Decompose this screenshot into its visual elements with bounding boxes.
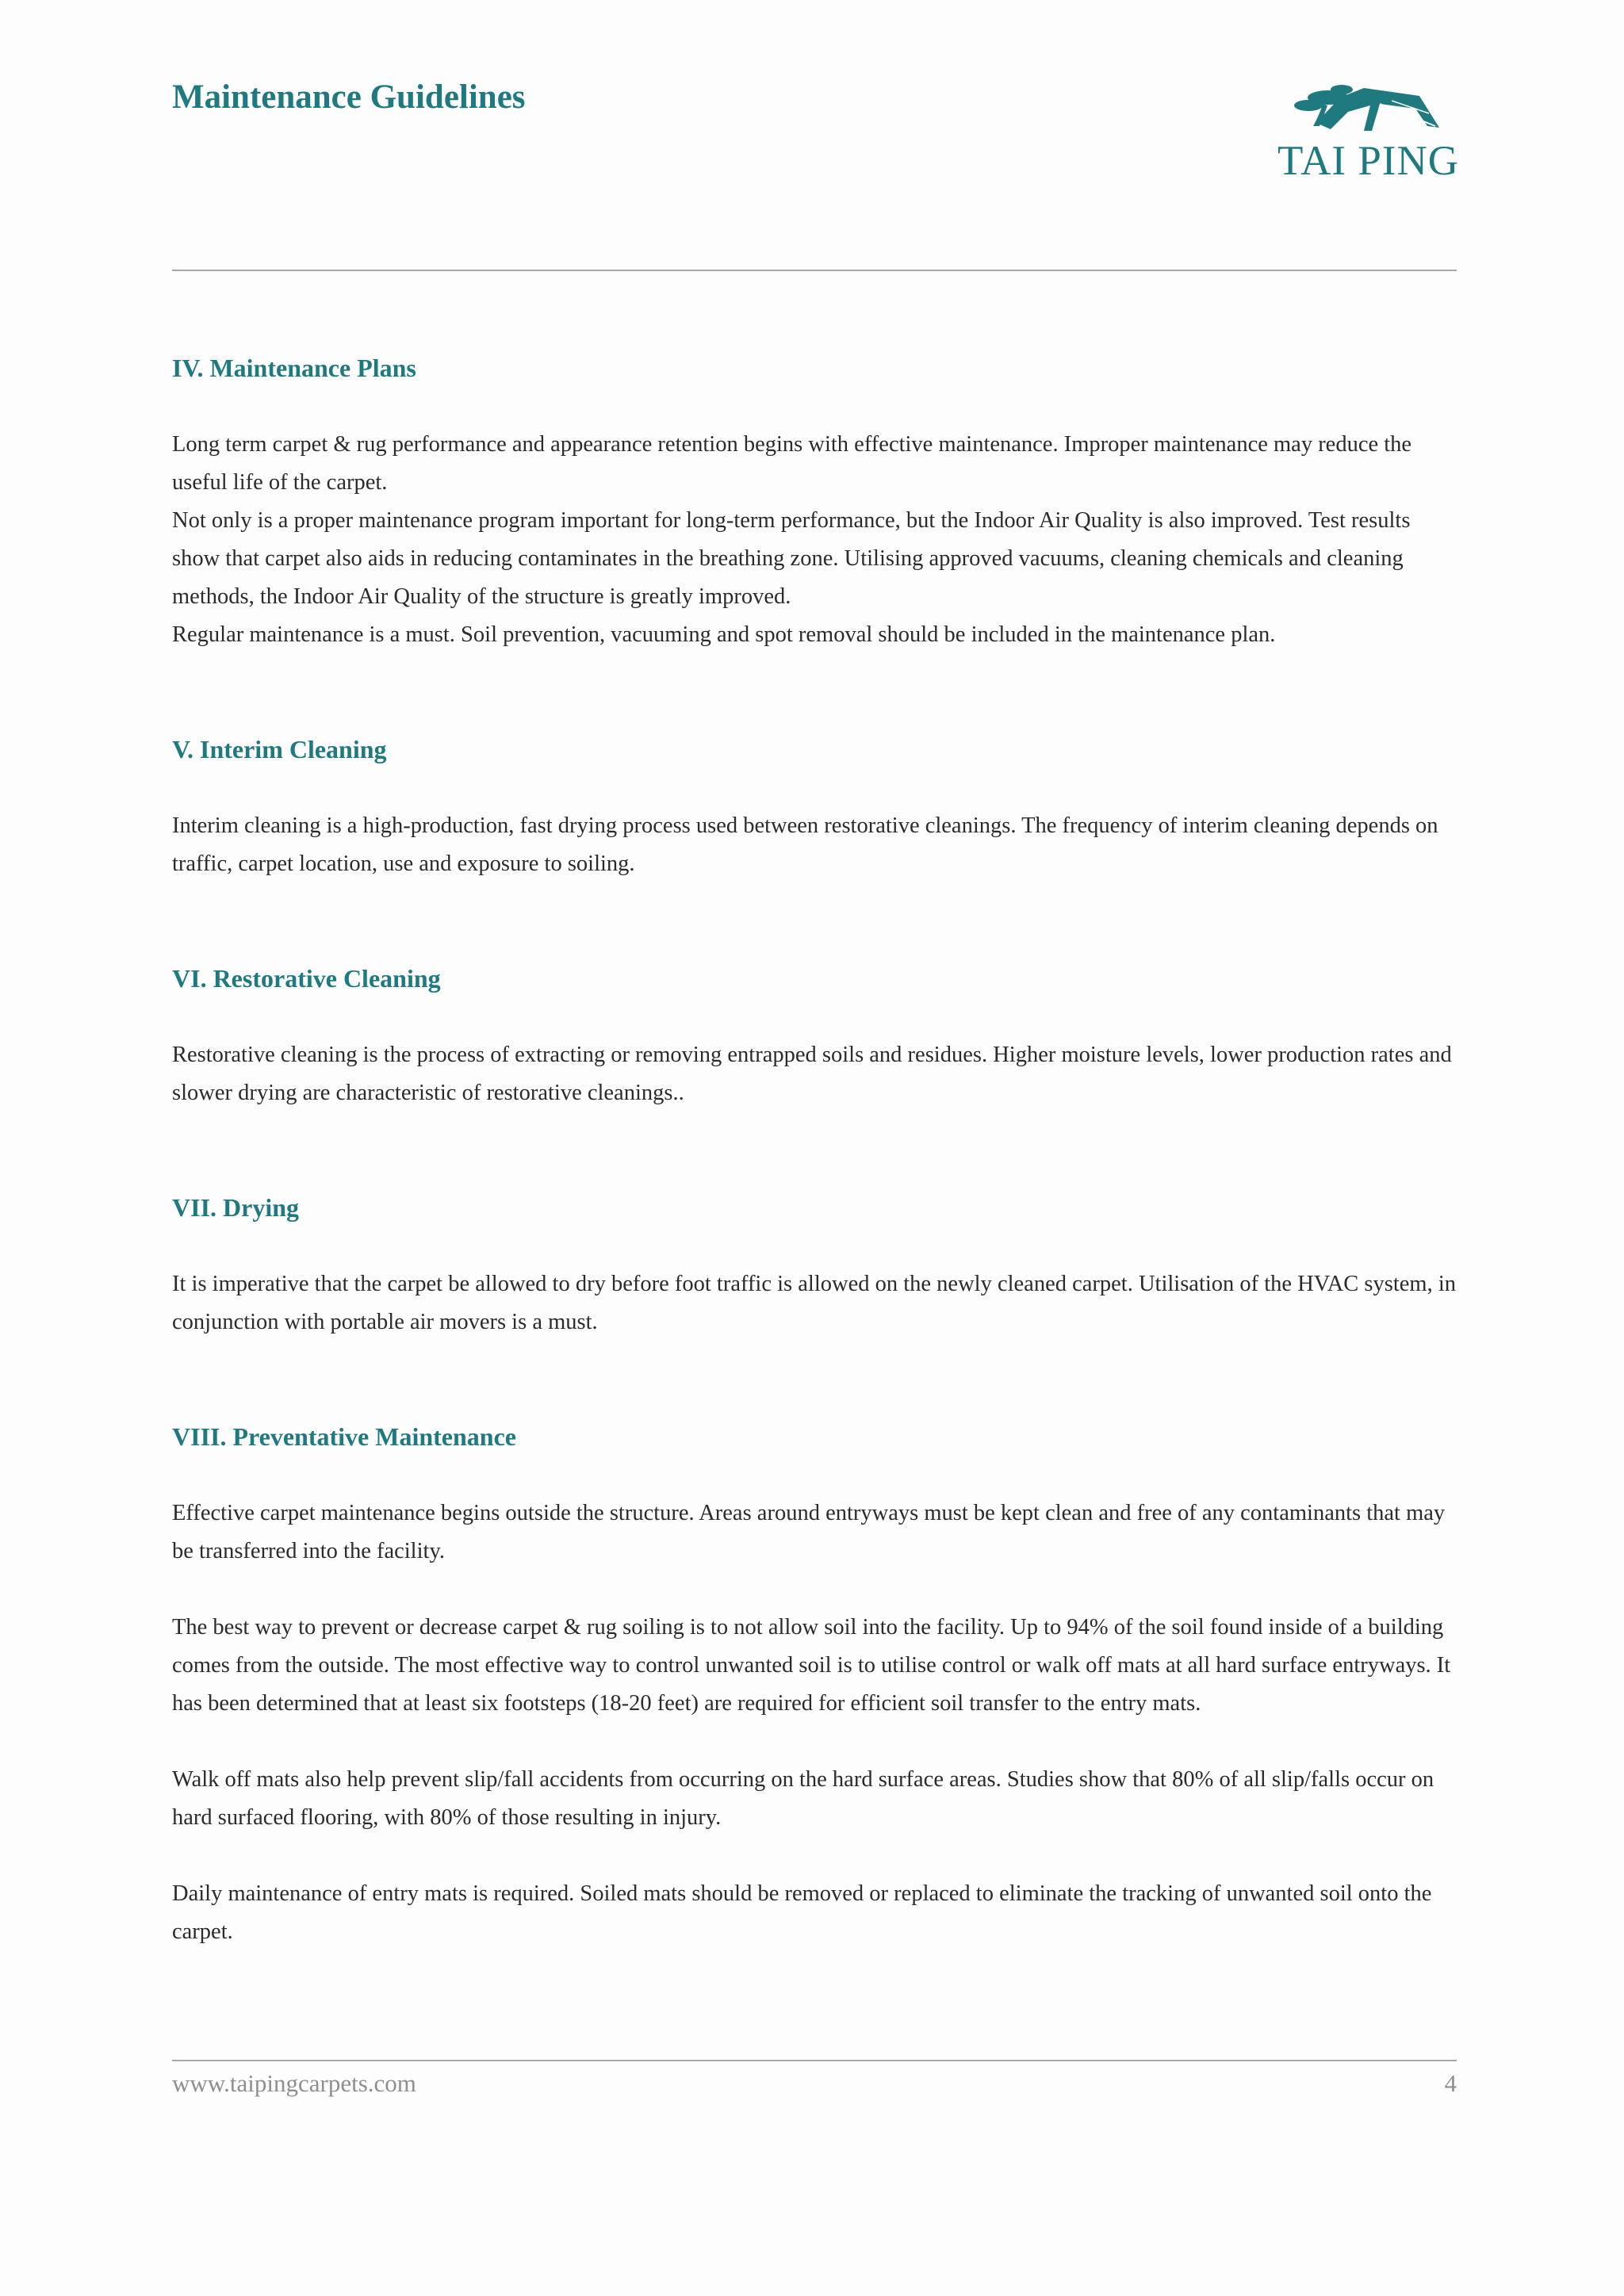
paragraph: Effective carpet maintenance begins outside the structure. Areas around entryways must be kept clean and free of any contaminants that may be transferred into the facility. — [172, 1501, 1446, 1563]
document-body — [172, 349, 1460, 1951]
paragraph: It is imperative that the carpet be allowed to dry before foot traffic is allowed on the newly cleaned carpet. Utilisation of the HVAC system, in conjunction with portable air movers is a must. — [172, 1272, 1457, 1334]
section-maintenance-plans — [172, 349, 1460, 654]
page-number: 4 — [1444, 2069, 1457, 2097]
paragraph: Long term carpet & rug performance and appearance retention begins with effective maintenance. Improper maintenance may reduce the useful life of the carpet. — [172, 432, 1412, 495]
section-drying — [172, 1188, 1460, 1341]
section-preventative-maintenance — [172, 1418, 1460, 1951]
paragraph: Interim cleaning is a high-production, fast drying process used between restorative cleanings. The frequency of interim cleaning depends on traffic, carpet location, use and exposure to soiling. — [172, 813, 1438, 876]
section-heading: IV. Maintenance Plans — [172, 354, 416, 382]
tai-ping-logo — [1269, 82, 1459, 186]
section-heading: V. Interim Cleaning — [172, 735, 387, 763]
paragraph: Regular maintenance is a must. Soil prevention, vacuuming and spot removal should be included in the maintenance plan. — [172, 622, 1276, 647]
section-heading: VI. Restorative Cleaning — [172, 964, 441, 993]
website-url: www.taipingcarpets.com — [172, 2069, 416, 2097]
footer-divider — [172, 2060, 1457, 2061]
paragraph: The best way to prevent or decrease carpet & rug soiling is to not allow soil into the facility. Up to 94% of the soil found inside of a building comes from the outside. The most effective way to control unwanted soil is to utilise control or walk off mats at all hard surface entryways. It has been determined that at least six footsteps (18-20 feet) are required for efficient soil transfer to the entry mats. — [172, 1615, 1451, 1716]
section-restorative-cleaning — [172, 959, 1460, 1112]
logo-text: TAI PING — [1277, 138, 1459, 184]
section-body — [172, 426, 1460, 654]
paragraph: Daily maintenance of entry mats is required. Soiled mats should be removed or replaced to eliminate the tracking of unwanted soil onto the carpet. — [172, 1881, 1432, 1944]
header-divider — [172, 270, 1457, 271]
paragraph: Walk off mats also help prevent slip/fall accidents from occurring on the hard surface areas. Studies show that 80% of all slip/falls occur on hard surfaced flooring, with 80% of those resulting in injury. — [172, 1767, 1434, 1830]
section-heading: VII. Drying — [172, 1193, 300, 1222]
pagoda-tree-logo-icon — [1285, 82, 1443, 137]
paragraph: Not only is a proper maintenance program important for long-term performance, but the Indoor Air Quality is also improved. Test results show that carpet also aids in reducing contaminates in the breathing zone. Utilising approved vacuums, cleaning chemicals and cleaning methods, the Indoor Air Quality of the structure is greatly improved. — [172, 508, 1411, 609]
section-heading: VIII. Preventative Maintenance — [172, 1422, 516, 1451]
document-title: Maintenance Guidelines — [172, 78, 526, 116]
paragraph: Restorative cleaning is the process of extracting or removing entrapped soils and residues. Higher moisture levels, lower production rates and slower drying are characteristic of restorative cleanings.. — [172, 1043, 1452, 1105]
section-interim-cleaning — [172, 730, 1460, 883]
